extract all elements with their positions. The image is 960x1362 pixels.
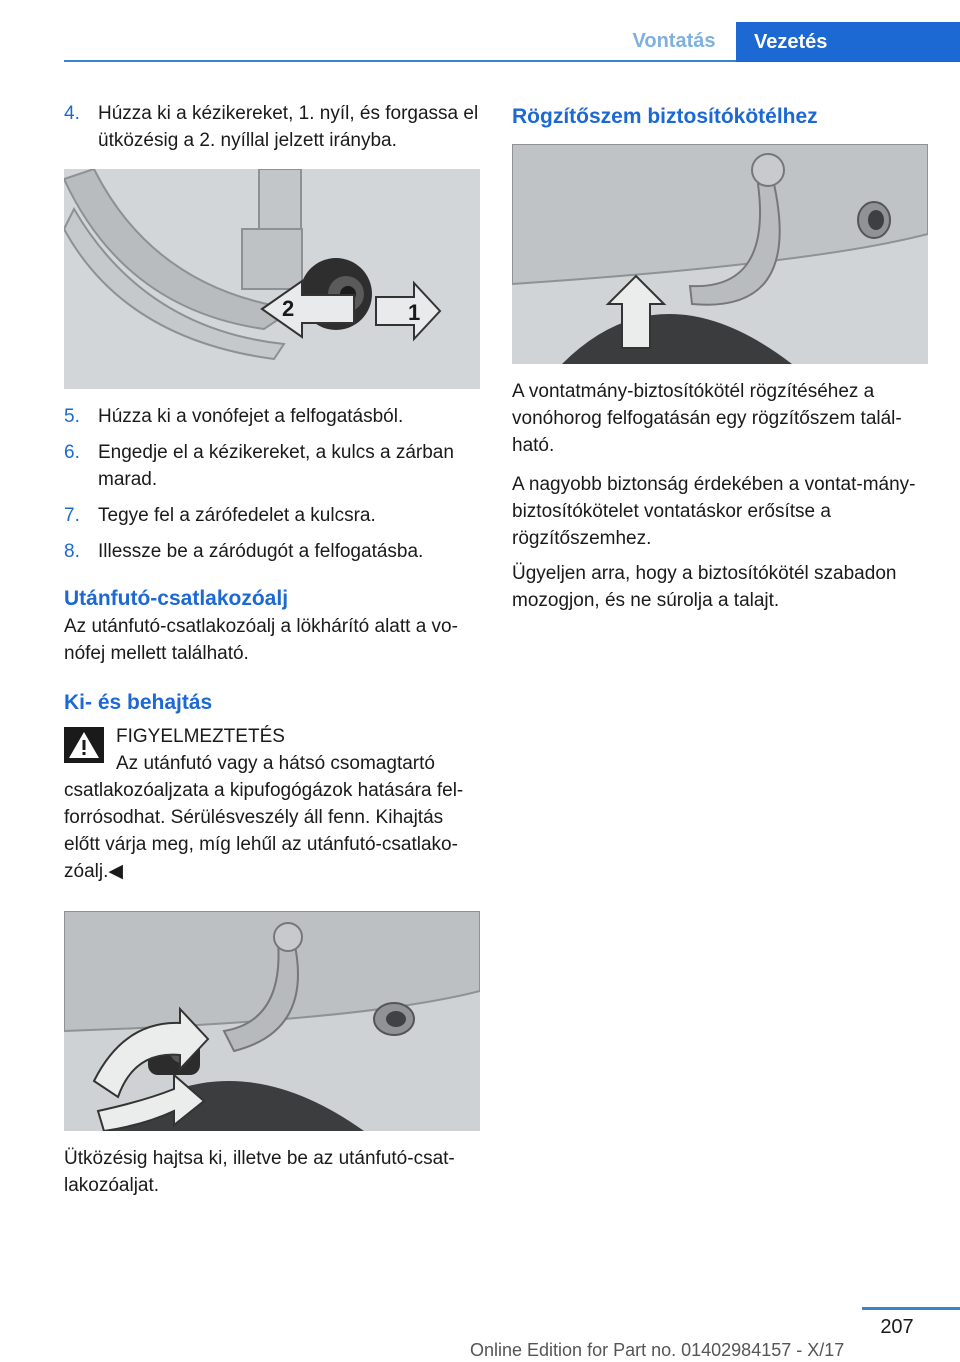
handwheel-figure	[64, 169, 480, 389]
warning-text: csatlakozóaljzata a kipufogógázok hatására fel‐forrósodhat. Sérülésveszély áll fenn. Kihajtás előtt várja meg, míg lehűl az utánfutó-csatlako‐zóalj.◀	[64, 780, 464, 882]
socket-illustration	[64, 911, 480, 1131]
list-item	[64, 100, 480, 154]
handwheel-illustration	[64, 169, 480, 389]
step-text: Tegye fel a zárófedelet a kulcsra.	[98, 505, 376, 526]
section-tab[interactable]: Vontatás	[632, 29, 716, 52]
step-text: Húzza ki a vonófejet a felfogatásból.	[98, 406, 404, 427]
eye-illustration	[512, 144, 928, 364]
list-item	[64, 502, 480, 529]
step-number: 7.	[64, 505, 80, 526]
steps-list-b	[64, 403, 480, 565]
list-item	[64, 439, 480, 493]
list-item	[64, 538, 480, 565]
list-item	[64, 403, 480, 430]
edition-note: Online Edition for Part no. 01402984157 - X/17	[470, 1340, 845, 1360]
warning-text-line: Az utánfutó vagy a hátsó csomagtartó	[116, 753, 435, 774]
page-number: 207	[880, 1316, 914, 1338]
step-number: 6.	[64, 442, 80, 463]
chapter-tab[interactable]: Vezetés	[736, 22, 960, 62]
warning-icon	[64, 727, 104, 763]
socket-heading: Utánfutó-csatlakozóalj	[64, 587, 289, 610]
footer-rule	[862, 1307, 960, 1310]
steps-list-a	[64, 100, 480, 154]
swing-caption: Ütközésig hajtsa ki, illetve be az utánfutó-csat‐lakozóaljat.	[64, 1148, 455, 1196]
warning-block	[64, 723, 480, 885]
arrow-label-1: 1	[408, 300, 421, 325]
step-number: 4.	[64, 103, 80, 124]
warning-title: FIGYELMEZTETÉS	[116, 726, 285, 747]
right-column	[512, 100, 928, 614]
step-number: 8.	[64, 541, 80, 562]
eye-paragraph-2: A nagyobb biztonság érdekében a vontat‐mány-biztosítókötelet vontatáskor erősítse a rögzítőszemhez.	[512, 474, 916, 549]
eye-figure	[512, 144, 928, 364]
step-text: Engedje el a kézikereket, a kulcs a zárban marad.	[98, 442, 454, 490]
eye-paragraph-1: A vontatmány-biztosítókötél rögzítéséhez a vonóhorog felfogatásán egy rögzítőszem talál‐ható.	[512, 381, 902, 456]
eye-heading: Rögzítőszem biztosítókötélhez	[512, 105, 818, 128]
step-text: Húzza ki a kézikereket, 1. nyíl, és forgassa el ütközésig a 2. nyíllal jelzett irányba.	[98, 103, 479, 151]
step-number: 5.	[64, 406, 80, 427]
socket-figure	[64, 911, 480, 1131]
step-text: Illessze be a záródugót a felfogatásba.	[98, 541, 424, 562]
eye-paragraph-3: Ügyeljen arra, hogy a biztosítókötél szabadon mozogjon, és ne súrolja a talajt.	[512, 563, 897, 611]
left-column	[64, 100, 480, 1199]
arrow-label-2: 2	[282, 296, 295, 321]
swing-heading: Ki- és behajtás	[64, 691, 213, 714]
socket-paragraph: Az utánfutó-csatlakozóalj a lökhárító alatt a vo‐nófej mellett található.	[64, 616, 458, 664]
